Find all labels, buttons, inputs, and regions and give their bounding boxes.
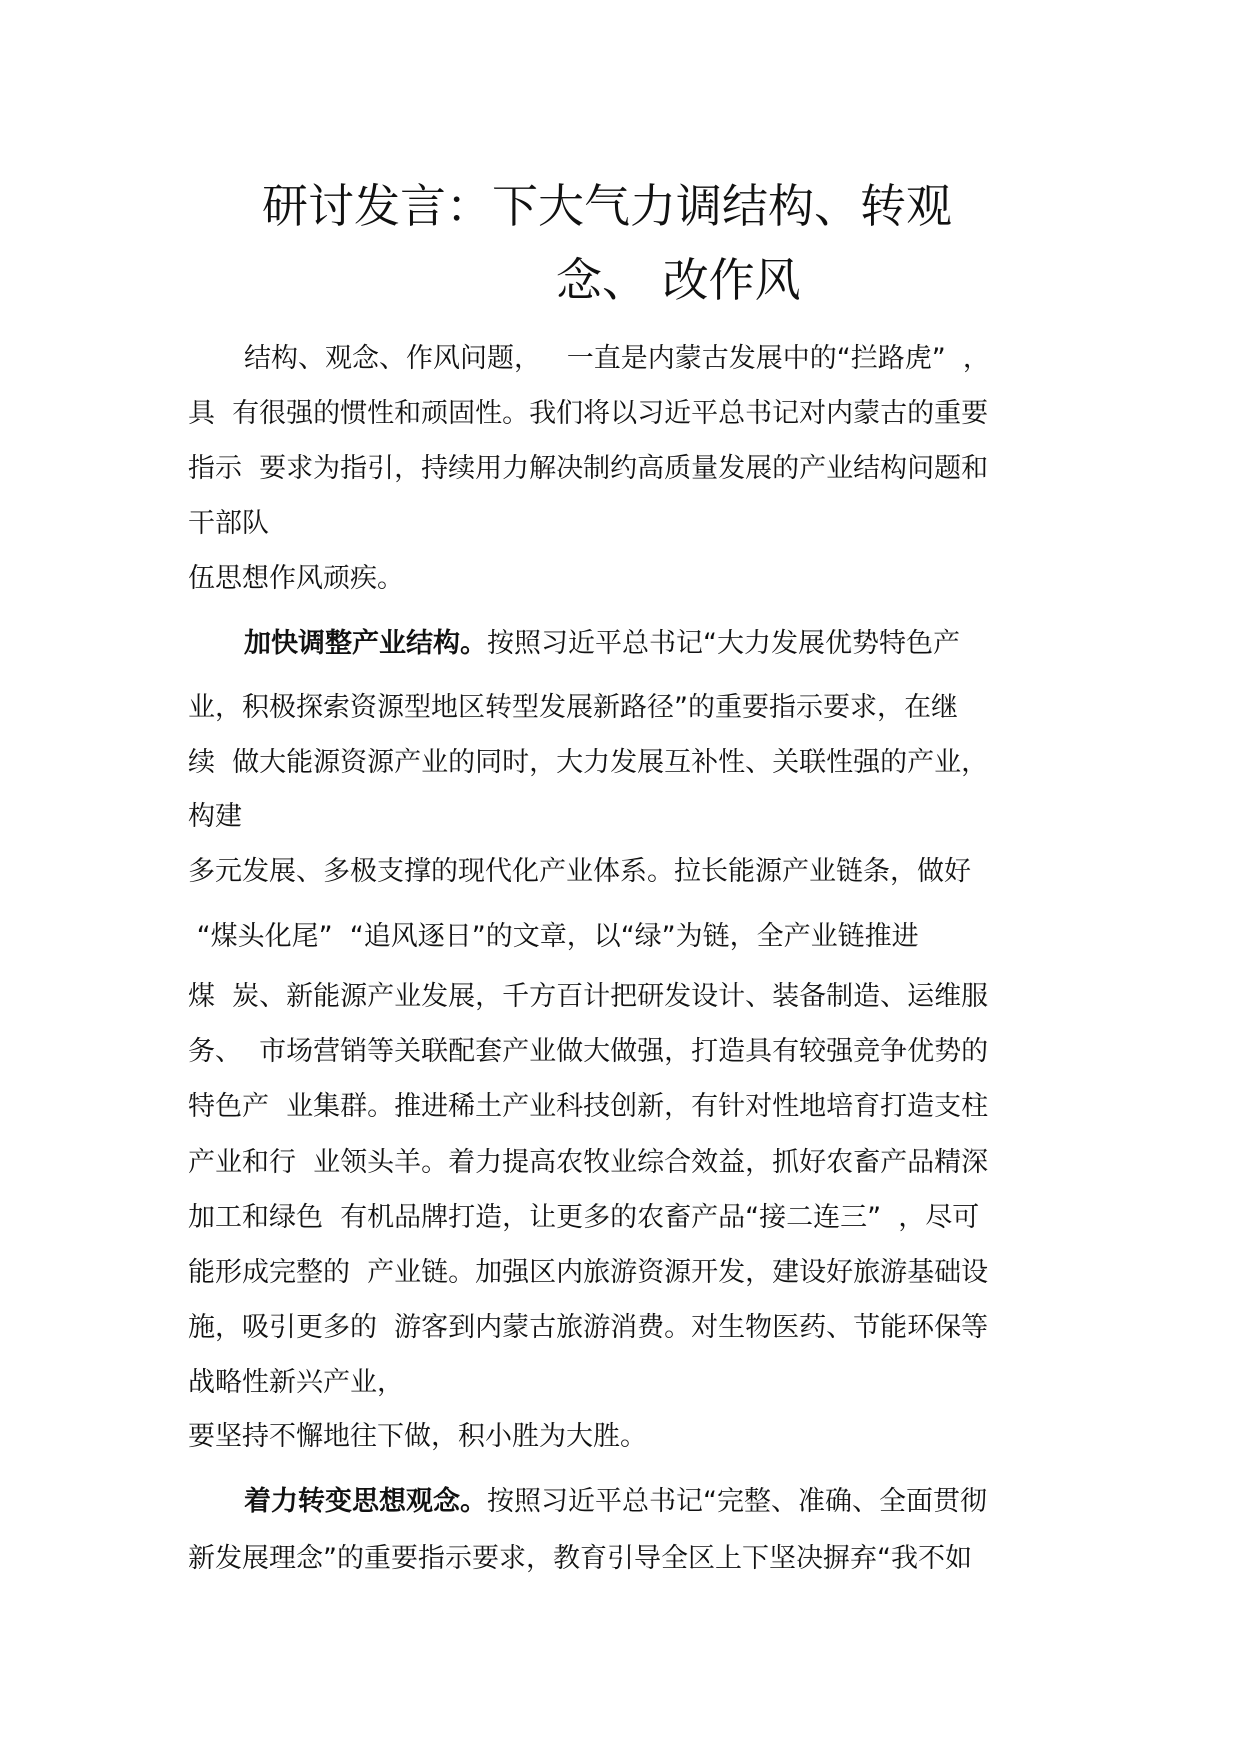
document-title-line-2: 念、 改作风 (556, 253, 801, 307)
paragraph-2-line-7: 煤 炭、新能源产业发展，千方百计把研发设计、装备制造、运维服 (188, 981, 989, 1012)
paragraph-2-line-15: 要坚持不懈地往下做，积小胜为大胜。 (188, 1421, 647, 1452)
paragraph-2-line-2: 业，积极探索资源型地区转型发展新路径”的重要指示要求，在继 (188, 692, 958, 723)
paragraph-2-line-13: 施，吸引更多的 游客到内蒙古旅游消费。对生物医药、节能环保等 (188, 1312, 989, 1343)
paragraph-2-line-3: 续 做大能源资源产业的同时，大力发展互补性、关联性强的产业， (188, 747, 989, 778)
paragraph-2-line-6: “煤头化尾” “追风逐日”的文章，以“绿”为链，全产业链推进 (188, 921, 919, 952)
paragraph-2-line-5: 多元发展、多极支撑的现代化产业体系。拉长能源产业链条，做好 (188, 856, 971, 887)
paragraph-2-line-8: 务、 市场营销等关联配套产业做大做强，打造具有较强竞争优势的 (188, 1036, 989, 1067)
paragraph-1-line-4: 干部队 (188, 508, 269, 539)
paragraph-1-line-3: 指示 要求为指引，持续用力解决制约高质量发展的产业结构问题和 (188, 453, 989, 484)
paragraph-3-line-1 (244, 1485, 987, 1519)
paragraph-2-line-4: 构建 (188, 801, 242, 832)
paragraph-3-line-2: 新发展理念”的重要指示要求，教育引导全区上下坚决摒弃“我不如 (188, 1543, 972, 1574)
paragraph-2-line-1 (244, 627, 960, 661)
paragraph-2-line-12: 能形成完整的 产业链。加强区内旅游资源开发，建设好旅游基础设 (188, 1257, 989, 1288)
paragraph-3-heading: 着力转变思想观念。 (244, 1486, 487, 1517)
paragraph-3-first-line-text: 按照习近平总书记“完整、准确、全面贯彻 (487, 1486, 987, 1517)
paragraph-2-line-10: 产业和行 业领头羊。着力提高农牧业综合效益，抓好农畜产品精深 (188, 1147, 989, 1178)
paragraph-2-line-9: 特色产 业集群。推进稀土产业科技创新，有针对性地培育打造支柱 (188, 1091, 989, 1122)
paragraph-2-first-line-text: 按照习近平总书记“大力发展优势特色产 (487, 628, 960, 659)
paragraph-2-line-11: 加工和绿色 有机品牌打造，让更多的农畜产品“接二连三” ，尽可 (188, 1202, 980, 1233)
paragraph-2-line-14: 战略性新兴产业， (188, 1367, 404, 1398)
paragraph-1-line-1: 结构、观念、作风问题， 一直是内蒙古发展中的“拦路虎” ， (244, 343, 990, 374)
paragraph-1-line-2: 具 有很强的惯性和顽固性。我们将以习近平总书记对内蒙古的重要 (188, 398, 989, 429)
paragraph-1-line-5: 伍思想作风顽疾。 (188, 563, 404, 594)
paragraph-2-heading: 加快调整产业结构。 (244, 628, 487, 659)
document-title-line-1: 研讨发言：下大气力调结构、转观 (262, 179, 952, 233)
